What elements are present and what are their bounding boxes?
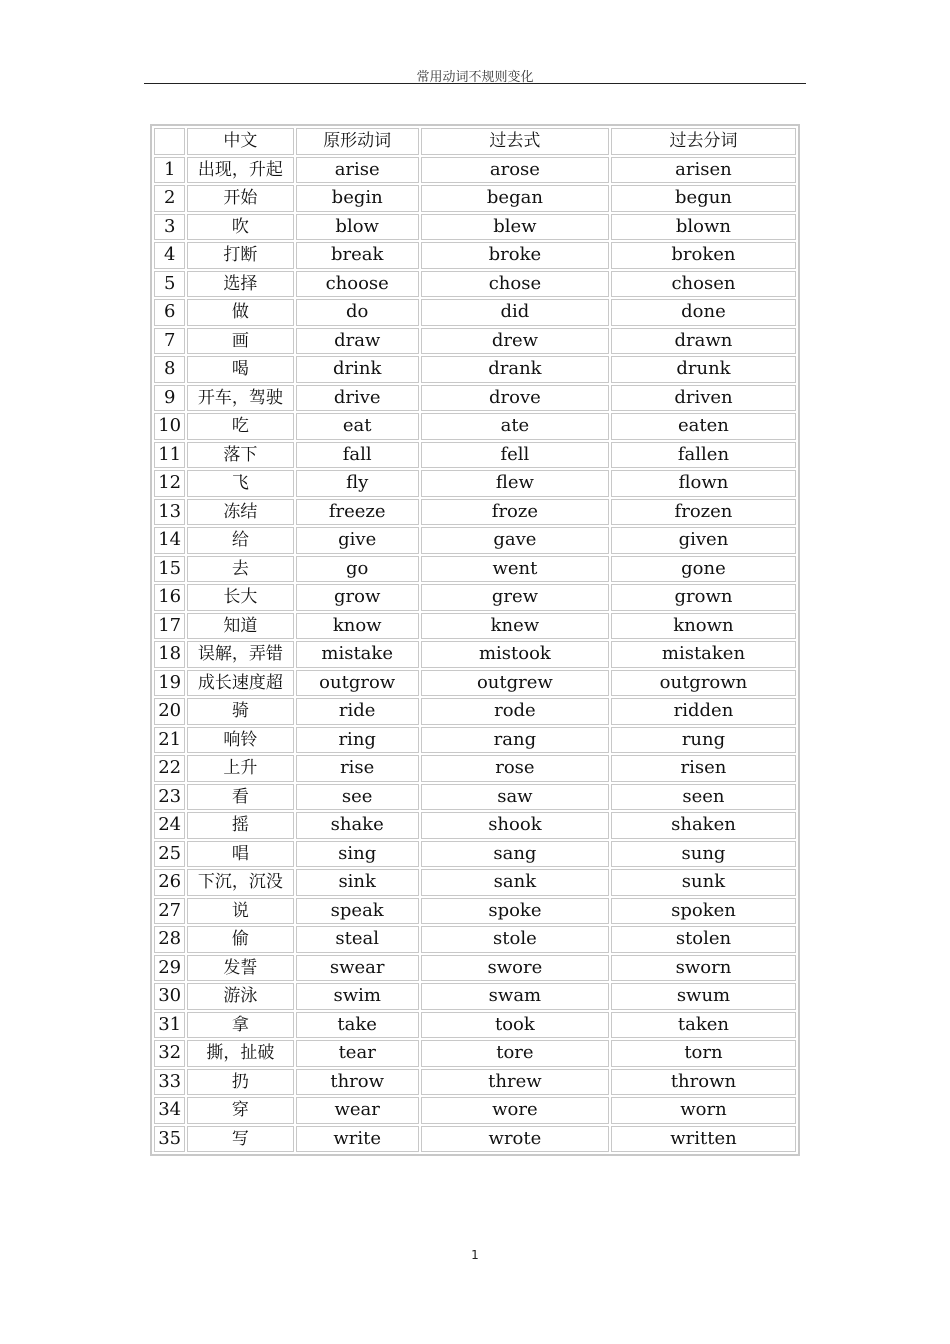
past-participle: written — [611, 1126, 796, 1153]
chinese-meaning: 冻结 — [187, 499, 293, 526]
base-form: go — [296, 556, 419, 583]
base-form: take — [296, 1012, 419, 1039]
table-row — [154, 556, 796, 583]
past-tense: went — [421, 556, 609, 583]
past-tense: drove — [421, 385, 609, 412]
table-row — [154, 1126, 796, 1153]
past-tense: blew — [421, 214, 609, 241]
table-row — [154, 727, 796, 754]
table-row — [154, 755, 796, 782]
past-participle: outgrown — [611, 670, 796, 697]
irregular-verbs-table — [150, 124, 800, 1156]
row-number: 9 — [154, 385, 185, 412]
chinese-meaning: 说 — [187, 898, 293, 925]
base-form: ride — [296, 698, 419, 725]
past-tense: rode — [421, 698, 609, 725]
past-participle: drunk — [611, 356, 796, 383]
base-form: write — [296, 1126, 419, 1153]
past-participle: flown — [611, 470, 796, 497]
table-row — [154, 356, 796, 383]
row-number: 23 — [154, 784, 185, 811]
past-tense: outgrew — [421, 670, 609, 697]
row-number: 1 — [154, 157, 185, 184]
past-participle: taken — [611, 1012, 796, 1039]
past-participle: rung — [611, 727, 796, 754]
past-participle: seen — [611, 784, 796, 811]
row-number: 17 — [154, 613, 185, 640]
chinese-meaning: 骑 — [187, 698, 293, 725]
table-row — [154, 641, 796, 668]
past-participle: fallen — [611, 442, 796, 469]
past-tense: drew — [421, 328, 609, 355]
past-participle: gone — [611, 556, 796, 583]
chinese-meaning: 响铃 — [187, 727, 293, 754]
page-header-title: 常用动词不规则变化 — [416, 70, 534, 85]
row-number: 3 — [154, 214, 185, 241]
row-number: 20 — [154, 698, 185, 725]
table-row — [154, 584, 796, 611]
header-num — [154, 128, 185, 155]
header-past-tense: 过去式 — [421, 128, 609, 155]
past-tense: threw — [421, 1069, 609, 1096]
past-tense: drank — [421, 356, 609, 383]
base-form: know — [296, 613, 419, 640]
row-number: 4 — [154, 242, 185, 269]
base-form: shake — [296, 812, 419, 839]
past-tense: ate — [421, 413, 609, 440]
base-form: rise — [296, 755, 419, 782]
past-participle: chosen — [611, 271, 796, 298]
chinese-meaning: 去 — [187, 556, 293, 583]
table-row — [154, 271, 796, 298]
table-row — [154, 299, 796, 326]
table-row — [154, 613, 796, 640]
past-tense: sang — [421, 841, 609, 868]
base-form: tear — [296, 1040, 419, 1067]
chinese-meaning: 知道 — [187, 613, 293, 640]
base-form: draw — [296, 328, 419, 355]
past-participle: frozen — [611, 499, 796, 526]
table-row — [154, 499, 796, 526]
past-participle: eaten — [611, 413, 796, 440]
base-form: give — [296, 527, 419, 554]
header-base-form: 原形动词 — [296, 128, 419, 155]
chinese-meaning: 给 — [187, 527, 293, 554]
past-tense: tore — [421, 1040, 609, 1067]
past-participle: done — [611, 299, 796, 326]
past-participle: sunk — [611, 869, 796, 896]
past-tense: took — [421, 1012, 609, 1039]
chinese-meaning: 飞 — [187, 470, 293, 497]
header-past-participle: 过去分词 — [611, 128, 796, 155]
past-participle: stolen — [611, 926, 796, 953]
chinese-meaning: 开始 — [187, 185, 293, 212]
chinese-meaning: 拿 — [187, 1012, 293, 1039]
row-number: 34 — [154, 1097, 185, 1124]
chinese-meaning: 误解，弄错 — [187, 641, 293, 668]
header-divider — [144, 83, 806, 84]
row-number: 33 — [154, 1069, 185, 1096]
base-form: mistake — [296, 641, 419, 668]
past-tense: sank — [421, 869, 609, 896]
base-form: break — [296, 242, 419, 269]
row-number: 28 — [154, 926, 185, 953]
row-number: 18 — [154, 641, 185, 668]
past-participle: spoken — [611, 898, 796, 925]
row-number: 24 — [154, 812, 185, 839]
past-tense: wore — [421, 1097, 609, 1124]
base-form: outgrow — [296, 670, 419, 697]
row-number: 11 — [154, 442, 185, 469]
past-tense: swam — [421, 983, 609, 1010]
chinese-meaning: 游泳 — [187, 983, 293, 1010]
chinese-meaning: 吹 — [187, 214, 293, 241]
chinese-meaning: 选择 — [187, 271, 293, 298]
row-number: 2 — [154, 185, 185, 212]
base-form: arise — [296, 157, 419, 184]
table-row — [154, 812, 796, 839]
past-participle: thrown — [611, 1069, 796, 1096]
row-number: 19 — [154, 670, 185, 697]
row-number: 12 — [154, 470, 185, 497]
row-number: 13 — [154, 499, 185, 526]
base-form: sink — [296, 869, 419, 896]
table-row — [154, 1012, 796, 1039]
past-tense: mistook — [421, 641, 609, 668]
row-number: 5 — [154, 271, 185, 298]
row-number: 32 — [154, 1040, 185, 1067]
table-row — [154, 470, 796, 497]
past-participle: shaken — [611, 812, 796, 839]
past-participle: blown — [611, 214, 796, 241]
base-form: speak — [296, 898, 419, 925]
past-participle: mistaken — [611, 641, 796, 668]
row-number: 25 — [154, 841, 185, 868]
past-tense: swore — [421, 955, 609, 982]
past-tense: froze — [421, 499, 609, 526]
base-form: wear — [296, 1097, 419, 1124]
chinese-meaning: 发誓 — [187, 955, 293, 982]
row-number: 10 — [154, 413, 185, 440]
chinese-meaning: 穿 — [187, 1097, 293, 1124]
table-row — [154, 1069, 796, 1096]
past-tense: spoke — [421, 898, 609, 925]
chinese-meaning: 成长速度超 — [187, 670, 293, 697]
page-number: 1 — [471, 1248, 479, 1262]
past-tense: shook — [421, 812, 609, 839]
chinese-meaning: 开车，驾驶 — [187, 385, 293, 412]
chinese-meaning: 出现，升起 — [187, 157, 293, 184]
chinese-meaning: 摇 — [187, 812, 293, 839]
past-participle: known — [611, 613, 796, 640]
base-form: drive — [296, 385, 419, 412]
past-participle: grown — [611, 584, 796, 611]
chinese-meaning: 下沉，沉没 — [187, 869, 293, 896]
table-row — [154, 1097, 796, 1124]
table-row — [154, 214, 796, 241]
row-number: 21 — [154, 727, 185, 754]
past-participle: begun — [611, 185, 796, 212]
past-participle: broken — [611, 242, 796, 269]
table-row — [154, 841, 796, 868]
chinese-meaning: 吃 — [187, 413, 293, 440]
past-tense: gave — [421, 527, 609, 554]
chinese-meaning: 写 — [187, 1126, 293, 1153]
base-form: steal — [296, 926, 419, 953]
header-chinese: 中文 — [187, 128, 293, 155]
base-form: see — [296, 784, 419, 811]
past-participle: worn — [611, 1097, 796, 1124]
past-participle: arisen — [611, 157, 796, 184]
past-tense: arose — [421, 157, 609, 184]
past-tense: rose — [421, 755, 609, 782]
past-tense: broke — [421, 242, 609, 269]
past-participle: risen — [611, 755, 796, 782]
past-tense: grew — [421, 584, 609, 611]
past-participle: ridden — [611, 698, 796, 725]
past-tense: wrote — [421, 1126, 609, 1153]
row-number: 30 — [154, 983, 185, 1010]
base-form: do — [296, 299, 419, 326]
table-row — [154, 185, 796, 212]
past-participle: torn — [611, 1040, 796, 1067]
chinese-meaning: 喝 — [187, 356, 293, 383]
chinese-meaning: 看 — [187, 784, 293, 811]
table-row — [154, 983, 796, 1010]
base-form: begin — [296, 185, 419, 212]
table-row — [154, 926, 796, 953]
chinese-meaning: 落下 — [187, 442, 293, 469]
past-tense: knew — [421, 613, 609, 640]
base-form: grow — [296, 584, 419, 611]
row-number: 6 — [154, 299, 185, 326]
chinese-meaning: 扔 — [187, 1069, 293, 1096]
past-participle: sung — [611, 841, 796, 868]
chinese-meaning: 唱 — [187, 841, 293, 868]
table-row — [154, 869, 796, 896]
base-form: ring — [296, 727, 419, 754]
past-tense: began — [421, 185, 609, 212]
row-number: 15 — [154, 556, 185, 583]
past-participle: sworn — [611, 955, 796, 982]
row-number: 7 — [154, 328, 185, 355]
row-number: 27 — [154, 898, 185, 925]
past-tense: chose — [421, 271, 609, 298]
past-participle: swum — [611, 983, 796, 1010]
table-row — [154, 898, 796, 925]
table-row — [154, 157, 796, 184]
past-tense: saw — [421, 784, 609, 811]
base-form: sing — [296, 841, 419, 868]
row-number: 29 — [154, 955, 185, 982]
table-header-row — [154, 128, 796, 155]
past-participle: drawn — [611, 328, 796, 355]
row-number: 8 — [154, 356, 185, 383]
past-tense: did — [421, 299, 609, 326]
past-participle: driven — [611, 385, 796, 412]
past-participle: given — [611, 527, 796, 554]
table-row — [154, 670, 796, 697]
past-tense: flew — [421, 470, 609, 497]
table-row — [154, 784, 796, 811]
table-row — [154, 242, 796, 269]
table-row — [154, 385, 796, 412]
chinese-meaning: 偷 — [187, 926, 293, 953]
chinese-meaning: 做 — [187, 299, 293, 326]
table-row — [154, 1040, 796, 1067]
past-tense: rang — [421, 727, 609, 754]
chinese-meaning: 上升 — [187, 755, 293, 782]
chinese-meaning: 长大 — [187, 584, 293, 611]
past-tense: stole — [421, 926, 609, 953]
chinese-meaning: 画 — [187, 328, 293, 355]
base-form: fly — [296, 470, 419, 497]
base-form: blow — [296, 214, 419, 241]
chinese-meaning: 撕，扯破 — [187, 1040, 293, 1067]
table-row — [154, 442, 796, 469]
table-row — [154, 413, 796, 440]
base-form: swim — [296, 983, 419, 1010]
base-form: choose — [296, 271, 419, 298]
row-number: 16 — [154, 584, 185, 611]
base-form: drink — [296, 356, 419, 383]
row-number: 14 — [154, 527, 185, 554]
base-form: fall — [296, 442, 419, 469]
table-row — [154, 328, 796, 355]
past-tense: fell — [421, 442, 609, 469]
row-number: 26 — [154, 869, 185, 896]
base-form: swear — [296, 955, 419, 982]
base-form: freeze — [296, 499, 419, 526]
row-number: 35 — [154, 1126, 185, 1153]
base-form: throw — [296, 1069, 419, 1096]
row-number: 31 — [154, 1012, 185, 1039]
table-row — [154, 955, 796, 982]
chinese-meaning: 打断 — [187, 242, 293, 269]
base-form: eat — [296, 413, 419, 440]
row-number: 22 — [154, 755, 185, 782]
table-row — [154, 698, 796, 725]
table-row — [154, 527, 796, 554]
